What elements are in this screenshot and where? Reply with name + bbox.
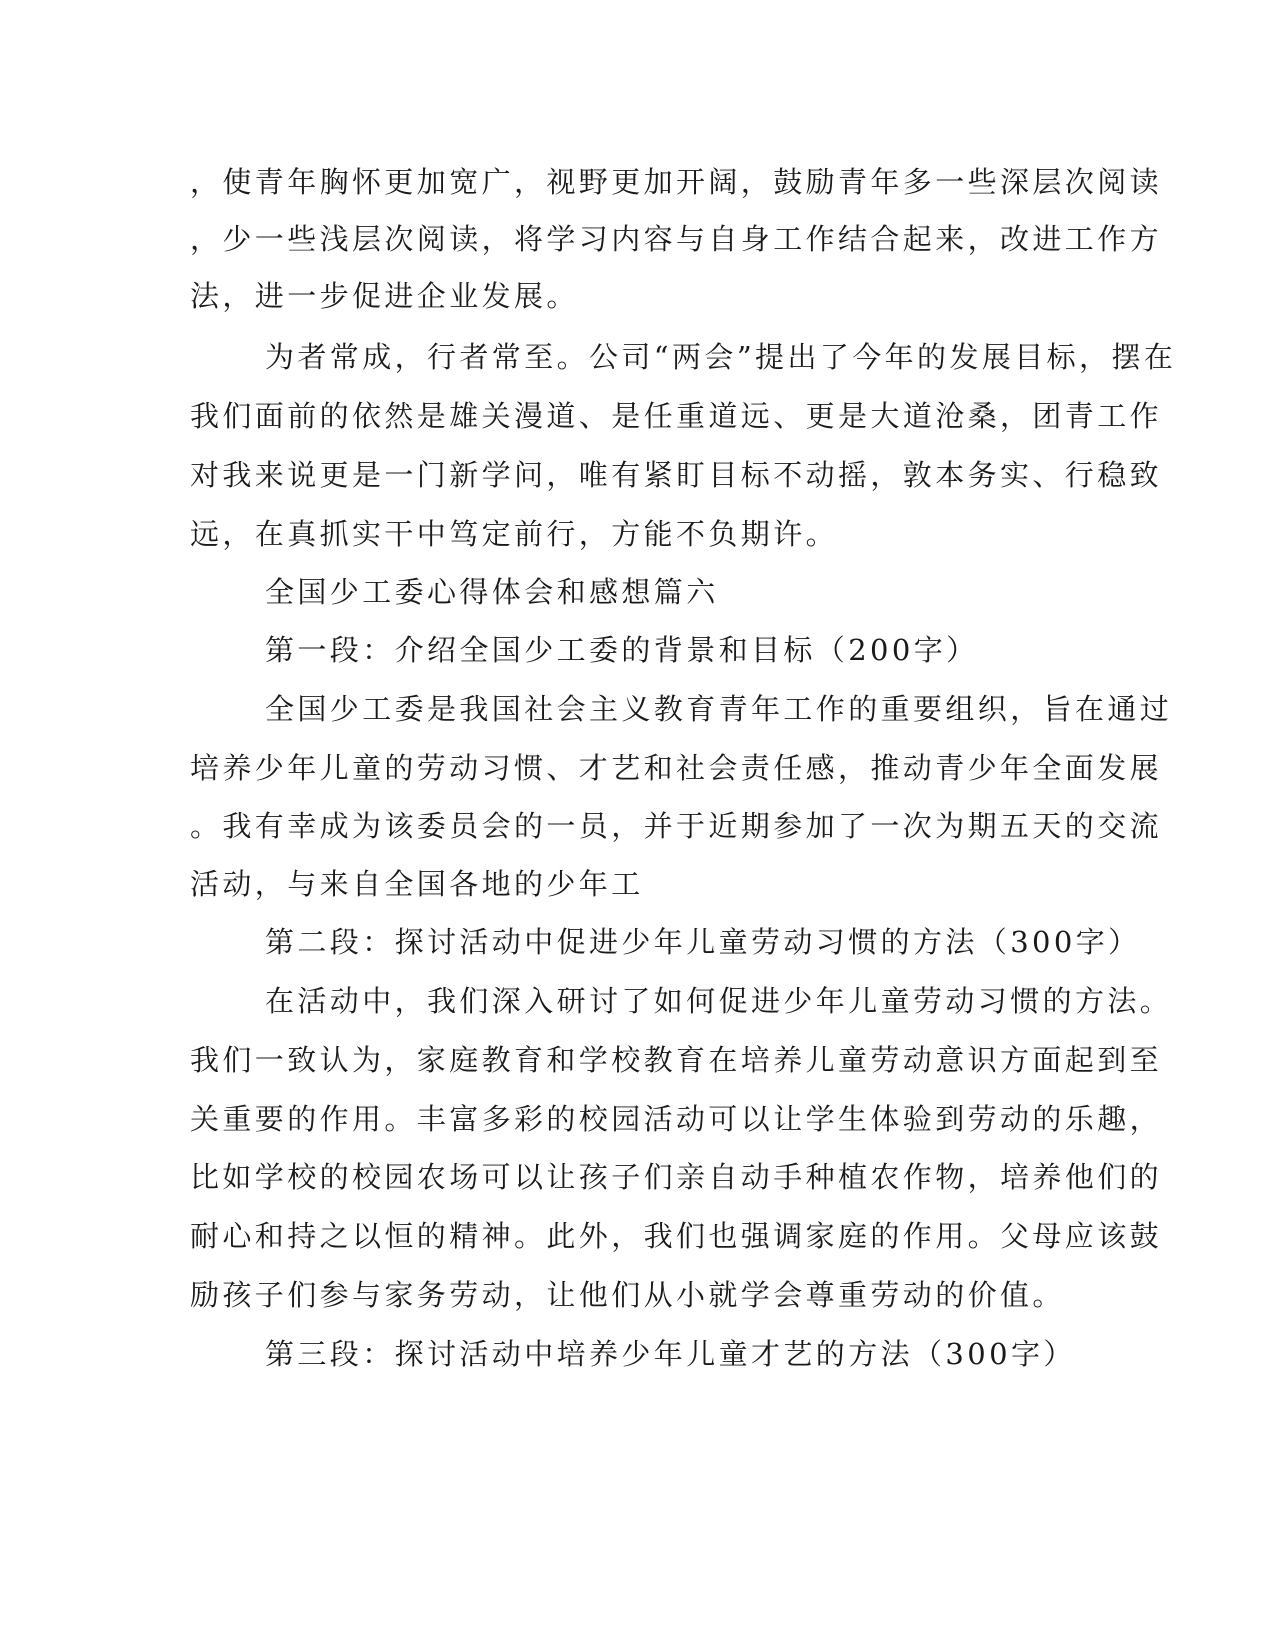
text-line: 对我来说更是一门新学问，唯有紧盯目标不动摇，敦本务实、行稳致: [190, 458, 1163, 492]
text-line: 励孩子们参与家务劳动，让他们从小就学会尊重劳动的价值。: [190, 1278, 1065, 1312]
text-line: 比如学校的校园农场可以让孩子们亲自动手种植农作物，培养他们的: [190, 1160, 1163, 1194]
text-line: ，使青年胸怀更加宽广，视野更加开阔，鼓励青年多一些深层次阅读: [190, 165, 1163, 199]
text-line: ，少一些浅层次阅读，将学习内容与自身工作结合起来，改进工作方: [190, 222, 1163, 256]
section-heading: 第二段：探讨活动中促进少年儿童劳动习惯的方法（300字）: [265, 925, 1141, 959]
text-line: 远，在真抓实干中笃定前行，方能不负期许。: [190, 517, 839, 551]
text-line: 法，进一步促进企业发展。: [190, 279, 579, 313]
text-line: 全国少工委是我国社会主义教育青年工作的重要组织，旨在通过: [265, 692, 1173, 726]
text-line: 关重要的作用。丰富多彩的校园活动可以让学生体验到劳动的乐趣，: [190, 1102, 1163, 1136]
text-line: 。我有幸成为该委员会的一员，并于近期参加了一次为期五天的交流: [190, 809, 1163, 843]
text-line: 耐心和持之以恒的精神。此外，我们也强调家庭的作用。父母应该鼓: [190, 1219, 1163, 1253]
text-line: 为者常成，行者常至。公司“两会”提出了今年的发展目标，摆在: [265, 340, 1177, 374]
section-heading: 第三段：探讨活动中培养少年儿童才艺的方法（300字）: [265, 1337, 1076, 1371]
text-line: 我们一致认为，家庭教育和学校教育在培养儿童劳动意识方面起到至: [190, 1043, 1163, 1077]
text-line: 活动，与来自全国各地的少年工: [190, 867, 644, 901]
section-heading: 第一段：介绍全国少工委的背景和目标（200字）: [265, 633, 979, 667]
text-line: 我们面前的依然是雄关漫道、是任重道远、更是大道沧桑，团青工作: [190, 399, 1163, 433]
text-line: 在活动中，我们深入研讨了如何促进少年儿童劳动习惯的方法。: [265, 984, 1173, 1018]
text-line: 培养少年儿童的劳动习惯、才艺和社会责任感，推动青少年全面发展: [190, 751, 1163, 785]
section-title: 全国少工委心得体会和感想篇六: [265, 575, 719, 609]
